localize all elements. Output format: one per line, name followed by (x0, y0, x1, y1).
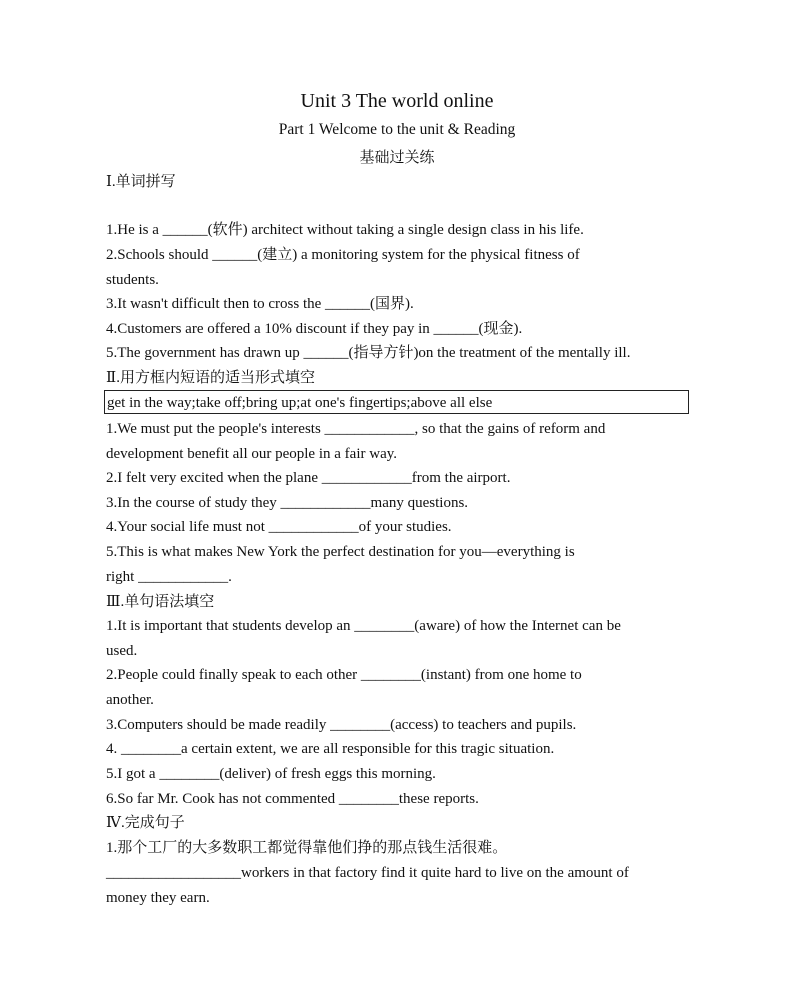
section4-heading: Ⅳ.完成句子 (106, 815, 185, 831)
section3-item: 1.It is important that students develop an ________(aware) of how the Internet can be (106, 618, 621, 634)
section3-item: 5.I got a ________(deliver) of fresh eggs this morning. (106, 766, 436, 782)
phrase-box-text: get in the way;take off;bring up;at one's fingertips;above all else (107, 395, 493, 411)
section3-heading: Ⅲ.单句语法填空 (106, 594, 215, 610)
section4-item: money they earn. (106, 890, 210, 906)
section4-item: __________________workers in that factory find it quite hard to live on the amount of (106, 865, 629, 881)
section2-item: right ____________. (106, 569, 232, 585)
section2-heading: Ⅱ.用方框内短语的适当形式填空 (106, 370, 315, 386)
section3-item: used. (106, 643, 138, 659)
part-title: Part 1 Welcome to the unit & Reading (278, 121, 516, 138)
section2-item: 4.Your social life must not ____________of your studies. (106, 519, 452, 535)
section1-heading: Ⅰ.单词拼写 (106, 174, 176, 190)
section1-item: 5.The government has drawn up ______(指导方针)on the treatment of the mentally ill. (106, 345, 631, 361)
section1-item: 1.He is a ______(软件) architect without taking a single design class in his life. (106, 222, 584, 238)
section3-item: 2.People could finally speak to each other ________(instant) from one home to (106, 667, 582, 683)
section2-item: 2.I felt very excited when the plane ____________from the airport. (106, 470, 511, 486)
section1-item: 2.Schools should ______(建立) a monitoring system for the physical fitness of (106, 247, 580, 263)
section2-item: development benefit all our people in a fair way. (106, 446, 397, 462)
section2-item: 3.In the course of study they ____________many questions. (106, 495, 469, 511)
section3-item: 4. ________a certain extent, we are all responsible for this tragic situation. (106, 741, 555, 757)
section1-item: 3.It wasn't difficult then to cross the ______(国界). (106, 296, 414, 312)
phrase-box (104, 390, 689, 414)
section1-item: students. (106, 272, 159, 288)
section2-item: 5.This is what makes New York the perfect destination for you—everything is (106, 544, 575, 560)
section3-item: another. (106, 692, 154, 708)
unit-title: Unit 3 The world online (300, 90, 494, 112)
section3-item: 3.Computers should be made readily ________(access) to teachers and pupils. (106, 717, 577, 733)
section1-item: 4.Customers are offered a 10% discount if they pay in ______(现金). (106, 321, 523, 337)
section4-item: 1.那个工厂的大多数职工都觉得靠他们挣的那点钱生活很难。 (106, 840, 508, 856)
section2-item: 1.We must put the people's interests ____________, so that the gains of reform and (106, 421, 606, 437)
section3-item: 6.So far Mr. Cook has not commented ________these reports. (106, 791, 479, 807)
section-subtitle: 基础过关练 (359, 150, 435, 166)
